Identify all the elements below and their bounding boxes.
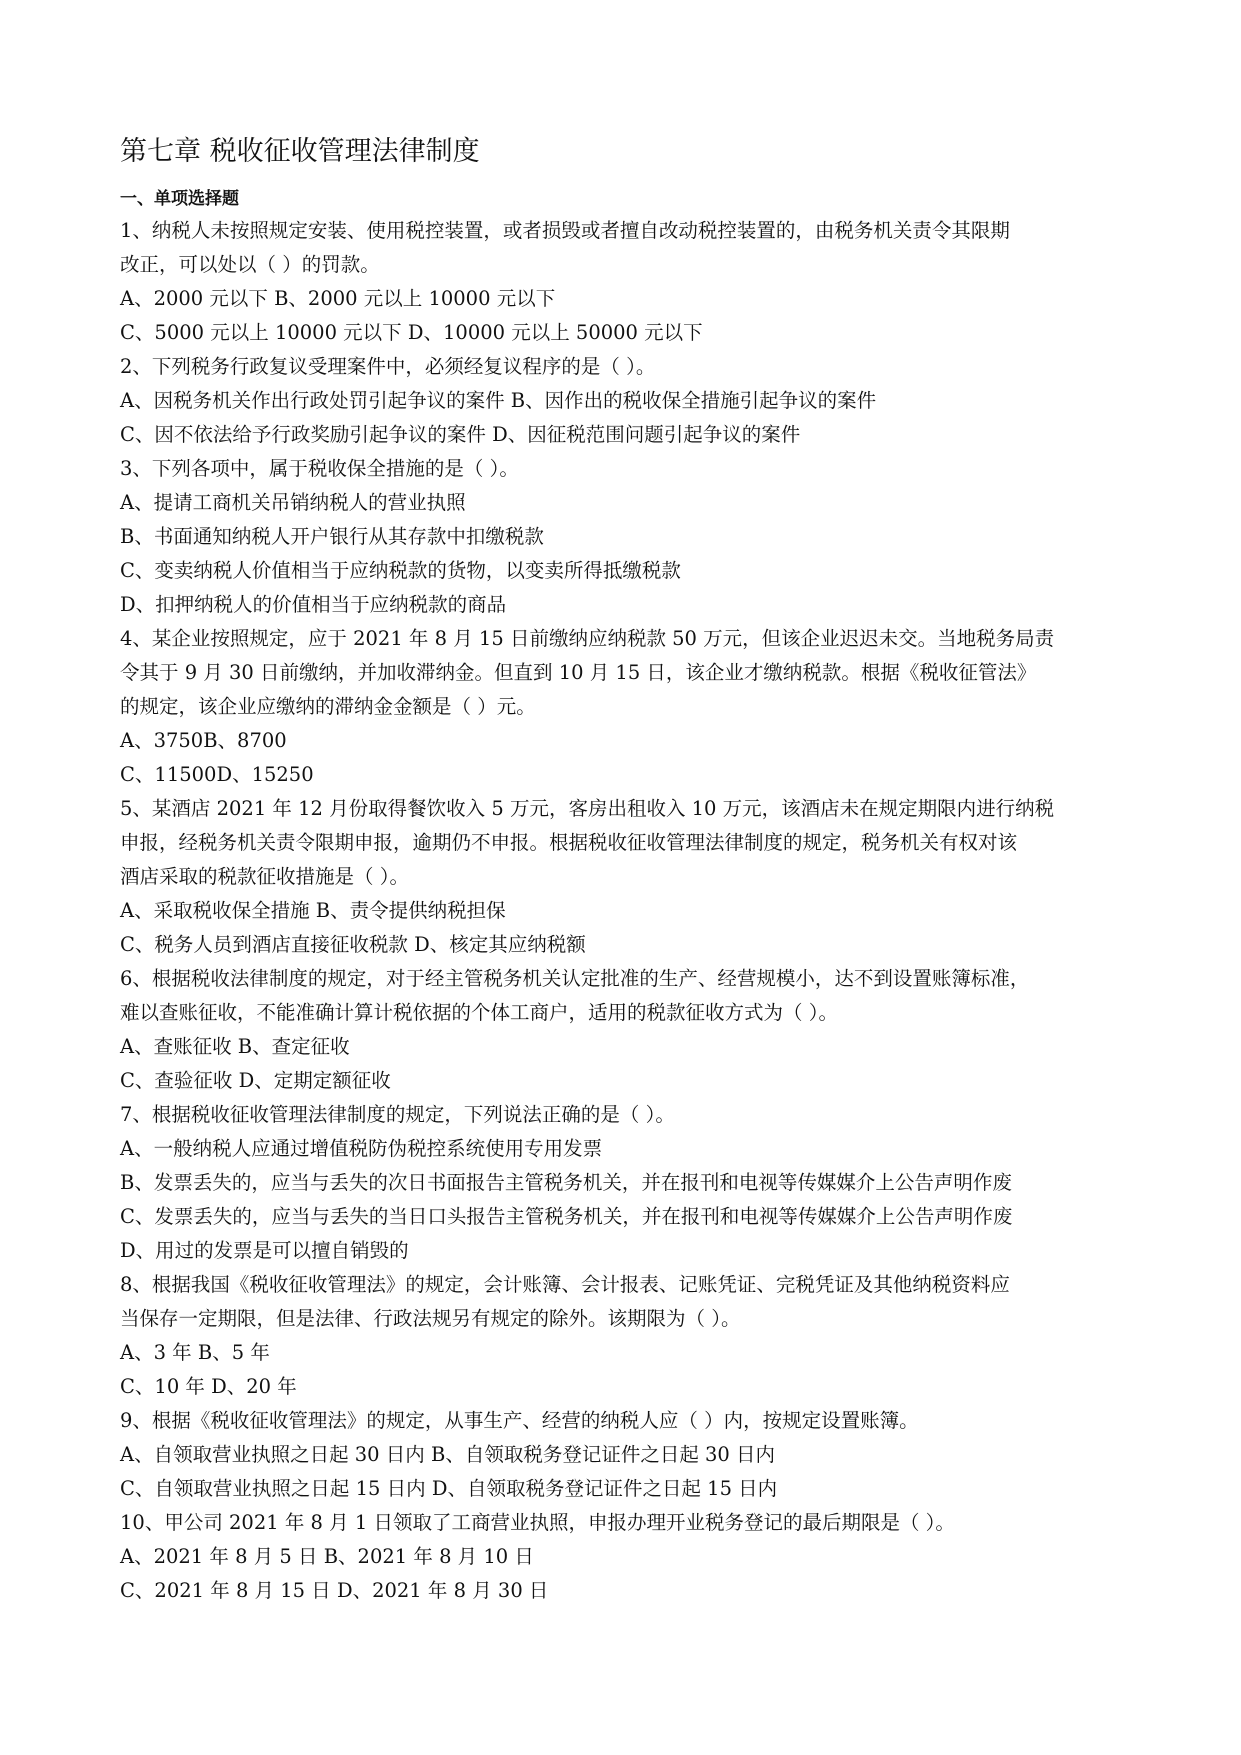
text-line: C、变卖纳税人价值相当于应纳税款的货物，以变卖所得抵缴税款 xyxy=(120,559,681,582)
text-line: A、因税务机关作出行政处罚引起争议的案件 B、因作出的税收保全措施引起争议的案件 xyxy=(120,389,877,412)
text-line: A、3 年 B、5 年 xyxy=(120,1341,270,1364)
text-line: 申报，经税务机关责令限期申报，逾期仍不申报。根据税收征收管理法律制度的规定，税务机关有权对该 xyxy=(120,831,1018,854)
text-line: C、发票丢失的，应当与丢失的当日口头报告主管税务机关，并在报刊和电视等传媒媒介上公告声明作废 xyxy=(120,1205,1013,1228)
text-line: A、2021 年 8 月 5 日 B、2021 年 8 月 10 日 xyxy=(120,1545,534,1568)
text-line: C、查验征收 D、定期定额征收 xyxy=(120,1069,391,1092)
section-heading: 一、单项选择题 xyxy=(120,189,239,209)
text-line: 3、下列各项中，属于税收保全措施的是（ ）。 xyxy=(120,457,519,480)
text-line: C、自领取营业执照之日起 15 日内 D、自领取税务登记证件之日起 15 日内 xyxy=(120,1477,778,1500)
text-line: C、11500D、15250 xyxy=(120,763,314,786)
text-line: 4、某企业按照规定，应于 2021 年 8 月 15 日前缴纳应纳税款 50 万元，但该企业迟迟未交。当地税务局责 xyxy=(120,627,1055,650)
text-line: A、查账征收 B、查定征收 xyxy=(120,1035,350,1058)
text-line: 改正，可以处以（ ）的罚款。 xyxy=(120,253,380,276)
text-line: A、自领取营业执照之日起 30 日内 B、自领取税务登记证件之日起 30 日内 xyxy=(120,1443,776,1466)
text-line: C、因不依法给予行政奖励引起争议的案件 D、因征税范围问题引起争议的案件 xyxy=(120,423,801,446)
text-line: 难以查账征收，不能准确计算计税依据的个体工商户，适用的税款征收方式为（ ）。 xyxy=(120,1001,838,1024)
text-line: C、10 年 D、20 年 xyxy=(120,1375,297,1398)
text-line: 酒店采取的税款征收措施是（ ）。 xyxy=(120,865,409,888)
text-line: 2、下列税务行政复议受理案件中，必须经复议程序的是（ ）。 xyxy=(120,355,656,378)
text-line: A、2000 元以下 B、2000 元以上 10000 元以下 xyxy=(120,287,556,310)
text-line: 令其于 9 月 30 日前缴纳，并加收滞纳金。但直到 10 月 15 日，该企业才缴纳税款。根据《税收征管法》 xyxy=(120,661,1037,684)
text-line: 当保存一定期限，但是法律、行政法规另有规定的除外。该期限为（ ）。 xyxy=(120,1307,741,1330)
text-line: 1、纳税人未按照规定安装、使用税控装置，或者损毁或者擅自改动税控装置的，由税务机关责令其限期 xyxy=(120,219,1010,242)
text-line: C、2021 年 8 月 15 日 D、2021 年 8 月 30 日 xyxy=(120,1579,549,1602)
text-line: 9、根据《税收征收管理法》的规定，从事生产、经营的纳税人应（ ）内，按规定设置账簿。 xyxy=(120,1409,919,1432)
text-line: 8、根据我国《税收征收管理法》的规定，会计账簿、会计报表、记账凭证、完税凭证及其他纳税资料应 xyxy=(120,1273,1010,1296)
text-line: D、用过的发票是可以擅自销毁的 xyxy=(120,1239,409,1262)
text-line: C、税务人员到酒店直接征收税款 D、核定其应纳税额 xyxy=(120,933,586,956)
text-line: D、扣押纳税人的价值相当于应纳税款的商品 xyxy=(120,593,507,616)
question-list xyxy=(120,214,1130,1608)
text-line: 6、根据税收法律制度的规定，对于经主管税务机关认定批准的生产、经营规模小，达不到设置账簿标准， xyxy=(120,967,1030,990)
text-line: A、一般纳税人应通过增值税防伪税控系统使用专用发票 xyxy=(120,1137,603,1160)
text-line: B、书面通知纳税人开户银行从其存款中扣缴税款 xyxy=(120,525,544,548)
text-line: A、提请工商机关吊销纳税人的营业执照 xyxy=(120,491,466,514)
text-line: A、3750B、8700 xyxy=(120,729,287,752)
text-line: B、发票丢失的，应当与丢失的次日书面报告主管税务机关，并在报刊和电视等传媒媒介上公告声明作废 xyxy=(120,1171,1012,1194)
text-line: C、5000 元以上 10000 元以下 D、10000 元以上 50000 元以下 xyxy=(120,321,703,344)
text-line: 7、根据税收征收管理法律制度的规定，下列说法正确的是（ ）。 xyxy=(120,1103,675,1126)
chapter-title: 第七章 税收征收管理法律制度 xyxy=(120,136,480,167)
text-line: 5、某酒店 2021 年 12 月份取得餐饮收入 5 万元，客房出租收入 10 万元，该酒店未在规定期限内进行纳税 xyxy=(120,797,1055,820)
text-line: 的规定，该企业应缴纳的滞纳金金额是（ ）元。 xyxy=(120,695,536,718)
text-line: 10、甲公司 2021 年 8 月 1 日领取了工商营业执照，申报办理开业税务登记的最后期限是（ ）。 xyxy=(120,1511,955,1534)
document-content xyxy=(120,132,1130,1608)
text-line: A、采取税收保全措施 B、责令提供纳税担保 xyxy=(120,899,506,922)
